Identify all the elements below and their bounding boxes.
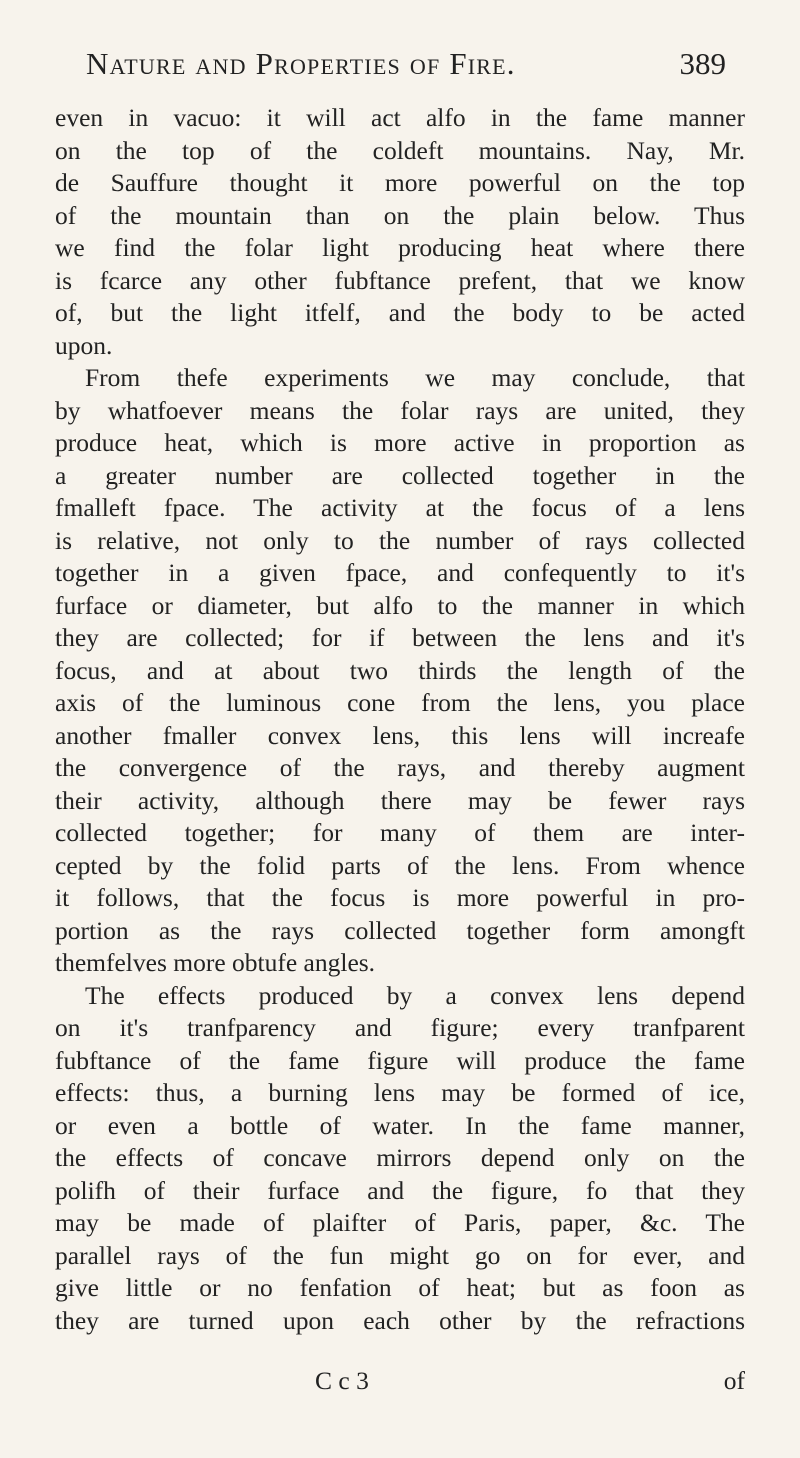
text-line: the effects of concave mirrors depend only on the: [55, 1143, 745, 1172]
text-line: another fmaller convex lens, this lens will increafe: [55, 720, 745, 750]
signature-mark: C c 3: [315, 1366, 369, 1395]
text-line: may be made of plaifter of Paris, paper, &c. The: [55, 1208, 745, 1237]
page-footer: [55, 1365, 745, 1397]
page-number: 389: [679, 46, 726, 81]
text-line: give little or no fenfation of heat; but as foon as: [55, 1273, 745, 1302]
text-line: by whatfoever means the folar rays are united, they: [55, 395, 745, 425]
text-line: is relative, not only to the number of rays collected: [55, 525, 745, 555]
text-line: themfelves more obtufe angles.: [55, 948, 376, 977]
body-text: [55, 102, 745, 1337]
text-line: cepted by the folid parts of the lens. From whence: [55, 850, 745, 880]
text-line: on the top of the coldeft mountains. Nay, Mr.: [55, 135, 745, 165]
text-line: The effects produced by a convex lens depend: [85, 980, 745, 1010]
text-line: together in a given fpace, and confequently to it's: [55, 558, 745, 587]
text-line: even in vacuo: it will act alfo in the fame manner: [55, 103, 745, 132]
running-title: Nature and Properties of Fire.: [86, 46, 516, 81]
text-line: of, but the light itfelf, and the body to be acted: [55, 298, 745, 327]
text-line: polifh of their furface and the figure, fo that they: [55, 1175, 745, 1205]
text-line: upon.: [55, 330, 113, 360]
text-line: portion as the rays collected together form amongft: [55, 915, 745, 945]
text-line: fmalleft fpace. The activity at the focus of a lens: [55, 493, 745, 522]
text-line: axis of the luminous cone from the lens, you place: [55, 688, 745, 717]
text-line: it follows, that the focus is more powerful in pro-: [55, 883, 745, 912]
text-line: on it's tranfparency and figure; every tranfparent: [55, 1013, 745, 1042]
text-line: fubftance of the fame figure will produce the fame: [55, 1045, 745, 1075]
text-line: of the mountain than on the plain below. Thus: [55, 200, 745, 230]
text-line: we find the folar light producing heat where there: [55, 233, 745, 262]
text-line: their activity, although there may be fewer rays: [55, 785, 745, 815]
text-line: From thefe experiments we may conclude, that: [85, 363, 745, 392]
text-line: furface or diameter, but alfo to the manner in which: [55, 590, 745, 620]
text-line: they are collected; for if between the lens and it's: [55, 623, 745, 652]
text-line: the convergence of the rays, and thereby augment: [55, 753, 745, 782]
text-line: produce heat, which is more active in proportion as: [55, 428, 745, 457]
text-line: parallel rays of the fun might go on for ever, and: [55, 1240, 745, 1270]
text-line: collected together; for many of them are inter-: [55, 818, 745, 847]
text-line: is fcarce any other fubftance prefent, that we know: [55, 265, 745, 295]
text-line: or even a bottle of water. In the fame manner,: [55, 1110, 745, 1140]
text-line: de Sauffure thought it more powerful on the top: [55, 168, 745, 197]
catchword: of: [723, 1366, 745, 1395]
text-line: a greater number are collected together in the: [55, 460, 745, 490]
text-line: focus, and at about two thirds the length of the: [55, 655, 745, 685]
text-line: they are turned upon each other by the refractions: [55, 1305, 745, 1335]
running-head: [86, 46, 726, 90]
text-line: effects: thus, a burning lens may be formed of ice,: [55, 1078, 745, 1107]
